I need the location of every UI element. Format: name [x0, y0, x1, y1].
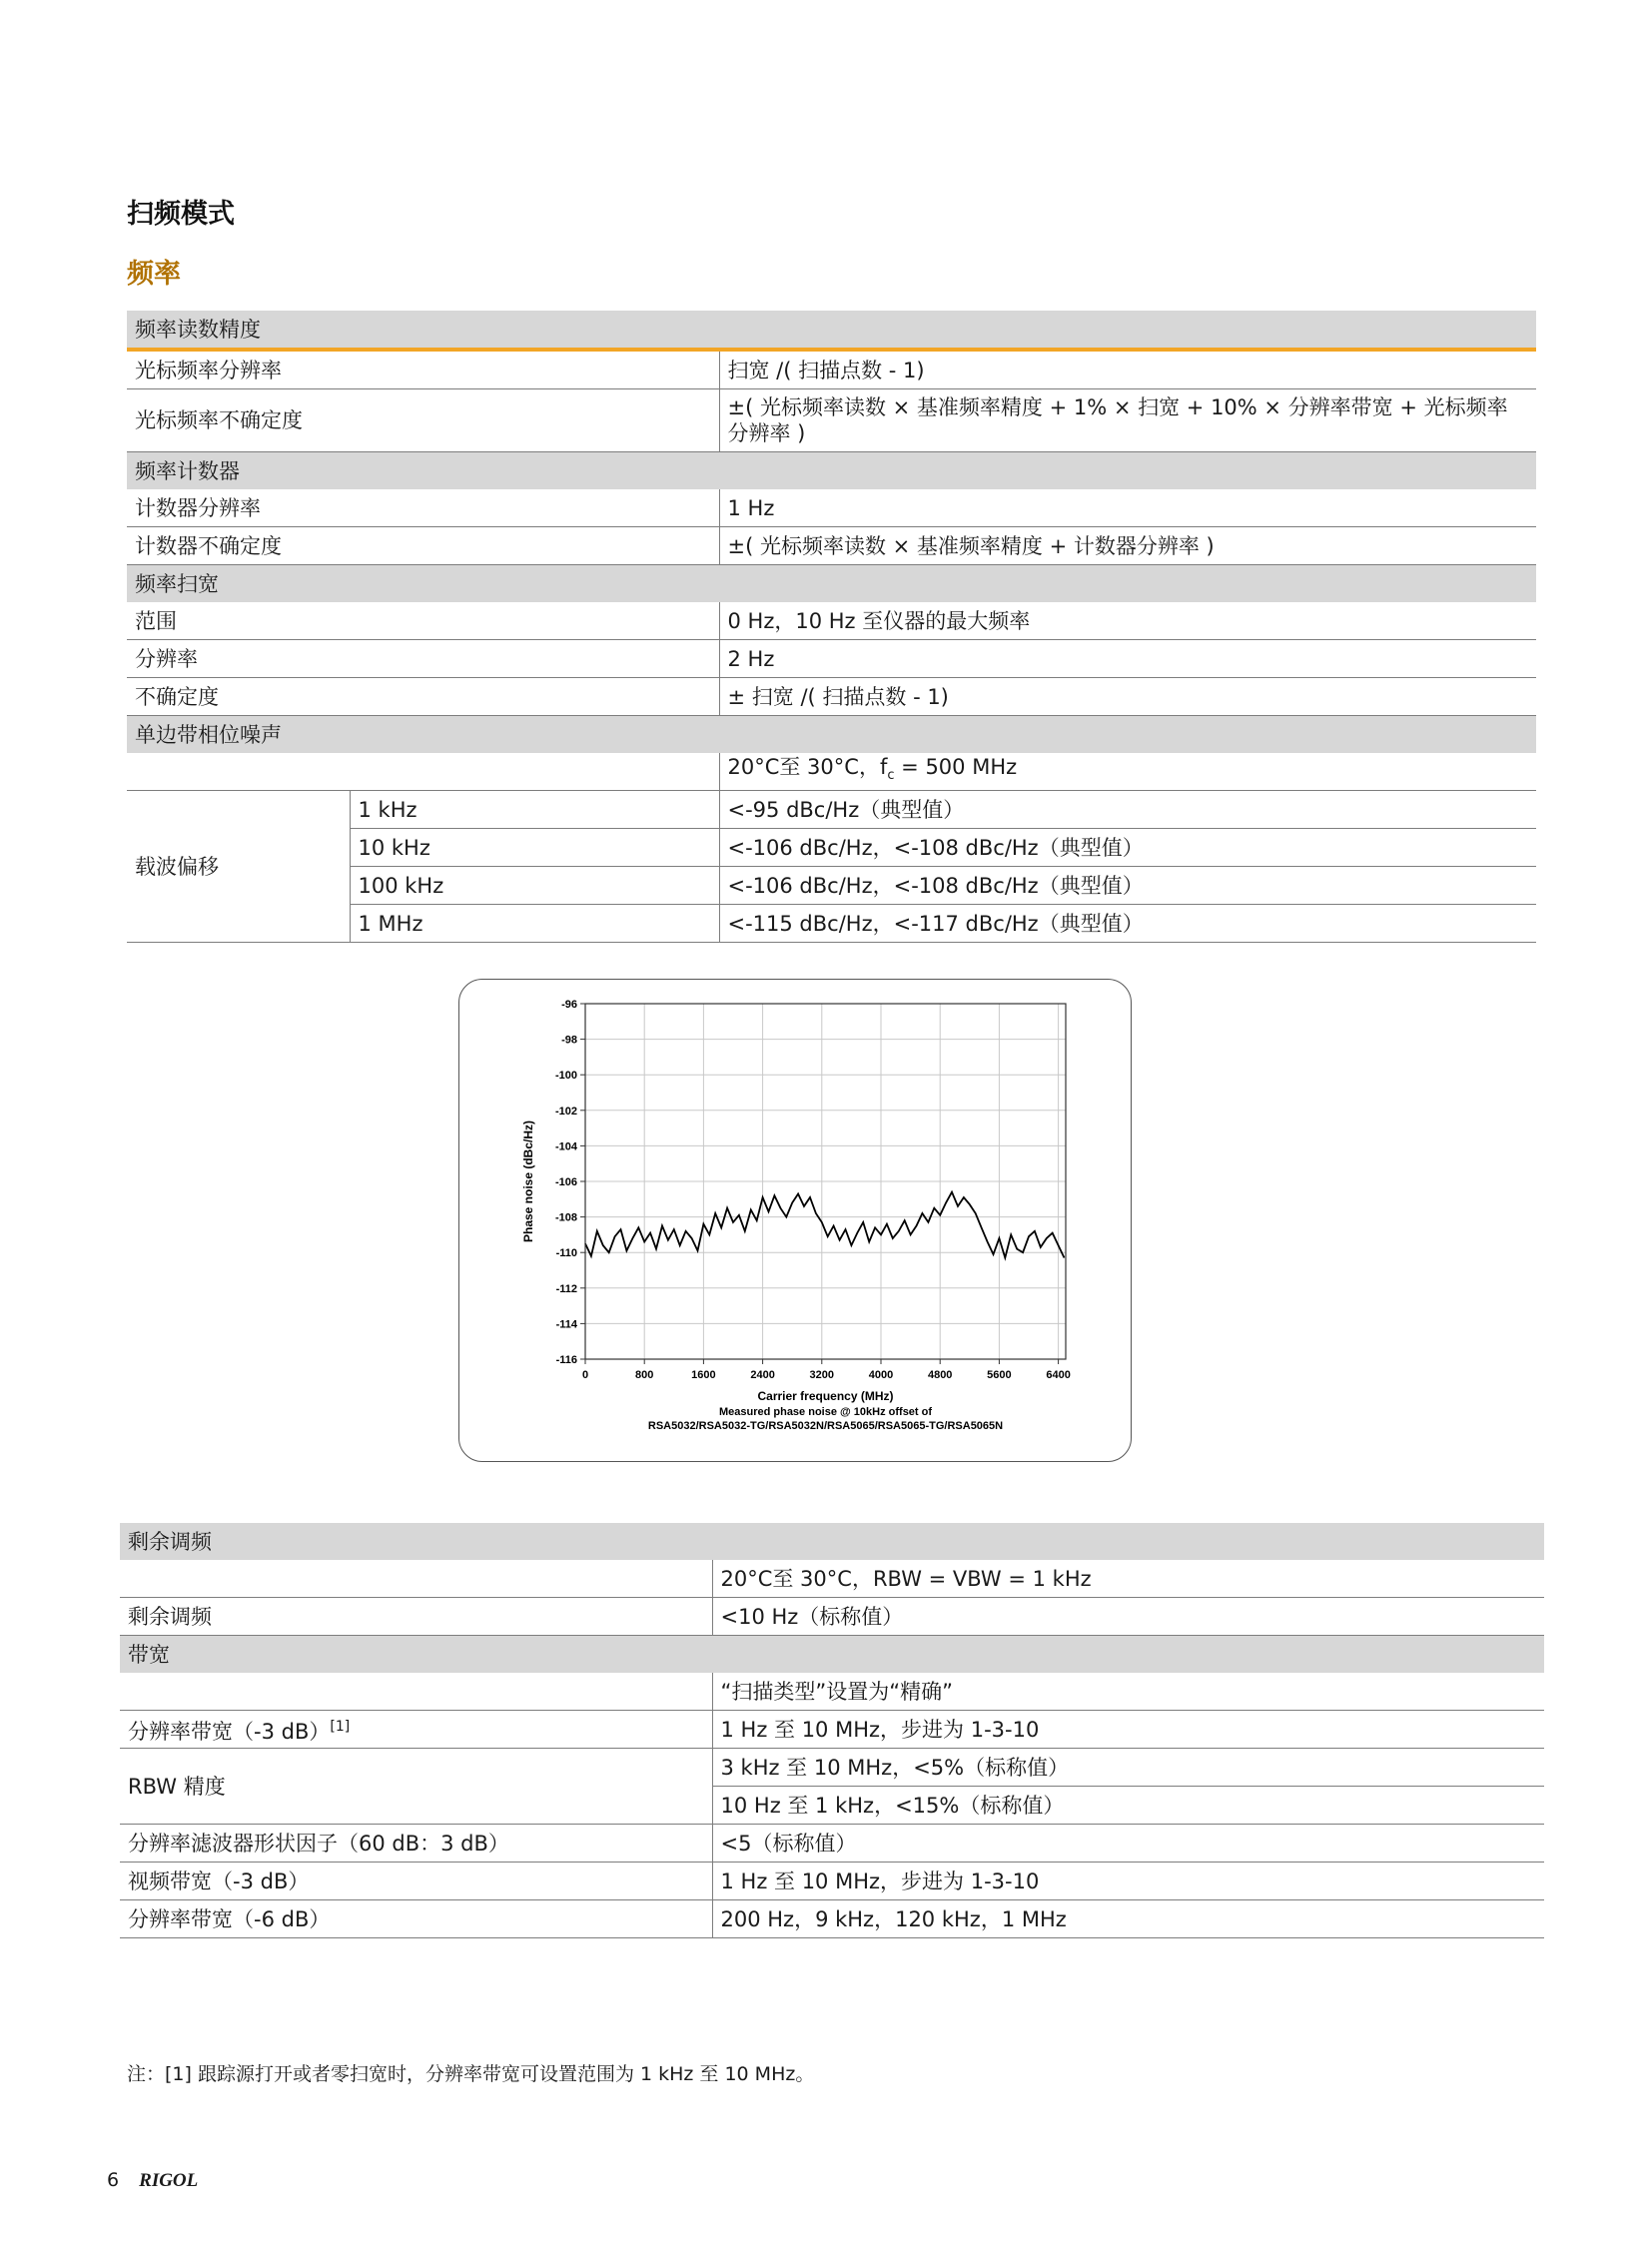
- section-label: 剩余调频: [120, 1523, 1544, 1560]
- table-row: [120, 1825, 1544, 1863]
- table-section-row: [120, 1523, 1544, 1560]
- table-row: [120, 1863, 1544, 1900]
- row-label: 范围: [127, 602, 719, 640]
- section-label: 单边带相位噪声: [127, 716, 1536, 754]
- y-tick-label: -100: [554, 1070, 577, 1083]
- carrier-offset-label: 载波偏移: [127, 791, 350, 943]
- rbw-3db-label: 分辨率带宽（-3 dB）: [128, 1720, 331, 1744]
- table-row: [120, 1711, 1544, 1749]
- x-axis-label: Carrier frequency (MHz): [757, 1389, 894, 1403]
- offset-value: <-106 dBc/Hz，<-108 dBc/Hz（典型值）: [719, 867, 1536, 905]
- offset-cell: 1 kHz: [350, 791, 719, 829]
- page-number: 6: [107, 2169, 120, 2191]
- row-label: 视频带宽（-3 dB）: [120, 1863, 712, 1900]
- offset-value: <-115 dBc/Hz，<-117 dBc/Hz（典型值）: [719, 905, 1536, 943]
- x-tick-label: 6400: [1046, 1369, 1071, 1381]
- residual-fm-bandwidth-table: [120, 1523, 1544, 1938]
- table-section-row: [127, 311, 1536, 350]
- section-label: 频率计数器: [127, 452, 1536, 490]
- row-value: 3 kHz 至 10 MHz，<5%（标称值）: [712, 1749, 1544, 1787]
- y-tick-label: -104: [554, 1140, 577, 1153]
- section-label: 频率读数精度: [127, 311, 1536, 350]
- row-value: 1 Hz 至 10 MHz，步进为 1-3-10: [712, 1711, 1544, 1749]
- condition-subscript: c: [887, 768, 895, 784]
- row-label: 光标频率分辨率: [127, 350, 719, 389]
- y-tick-label: -116: [555, 1354, 577, 1366]
- section-label: 频率扫宽: [127, 565, 1536, 603]
- row-value: <5（标称值）: [712, 1825, 1544, 1863]
- chart-grid: [585, 1004, 1066, 1359]
- row-value: <10 Hz（标称值）: [712, 1598, 1544, 1636]
- x-tick-label: 3200: [809, 1369, 835, 1381]
- y-axis-label: Phase noise (dBc/Hz): [521, 1120, 535, 1243]
- table-row: [127, 350, 1536, 389]
- table-row: [127, 489, 1536, 527]
- row-label: [127, 753, 719, 791]
- row-label: 分辨率带宽（-6 dB）: [120, 1900, 712, 1938]
- table-row: [120, 1598, 1544, 1636]
- y-tick-label: -108: [554, 1211, 577, 1224]
- x-tick-label: 1600: [691, 1369, 716, 1381]
- table-section-row: [120, 1636, 1544, 1674]
- row-value: 10 Hz 至 1 kHz，<15%（标称值）: [712, 1787, 1544, 1825]
- y-tick-label: -96: [561, 999, 577, 1011]
- condition-suffix: = 500 MHz: [894, 754, 1018, 779]
- row-label: [120, 1711, 712, 1749]
- table-row: [120, 1900, 1544, 1938]
- table-row: [127, 527, 1536, 565]
- y-tick-label: -110: [555, 1247, 577, 1260]
- row-label: 不确定度: [127, 678, 719, 716]
- row-value: 200 Hz，9 kHz，120 kHz，1 MHz: [712, 1900, 1544, 1938]
- chart-caption-line-1: Measured phase noise @ 10kHz offset of: [718, 1406, 933, 1418]
- x-tick-label: 2400: [750, 1369, 775, 1381]
- table-row: [120, 1673, 1544, 1711]
- frequency-spec-table: [127, 311, 1536, 943]
- offset-value: <-95 dBc/Hz（典型值）: [719, 791, 1536, 829]
- y-tick-label: -98: [561, 1034, 577, 1047]
- offset-cell: 1 MHz: [350, 905, 719, 943]
- row-value: 1 Hz: [719, 489, 1536, 527]
- phase-noise-chart: [459, 980, 1131, 1461]
- x-tick-label: 5600: [987, 1369, 1012, 1381]
- offset-cell: 10 kHz: [350, 829, 719, 867]
- row-value: 2 Hz: [719, 640, 1536, 678]
- row-label: RBW 精度: [120, 1749, 712, 1825]
- offset-cell: 100 kHz: [350, 867, 719, 905]
- row-label: 剩余调频: [120, 1598, 712, 1636]
- condition-value: 20°C至 30°C，RBW = VBW = 1 kHz: [712, 1560, 1544, 1598]
- row-value: ± 扫宽 /( 扫描点数 - 1): [719, 678, 1536, 716]
- x-tick-label: 800: [635, 1369, 654, 1381]
- table-row: [127, 389, 1536, 452]
- table-row: [127, 791, 1536, 829]
- condition-value: “扫描类型”设置为“精确”: [712, 1673, 1544, 1711]
- chart-caption-line-2: RSA5032/RSA5032-TG/RSA5032N/RSA5065/RSA5065-TG/RSA5065N: [647, 1420, 1004, 1432]
- footnote: 注：[1] 跟踪源打开或者零扫宽时，分辨率带宽可设置范围为 1 kHz 至 10 MHz。: [127, 2063, 815, 2085]
- brand-logo: RIGOL: [139, 2170, 199, 2191]
- table-row: [127, 753, 1536, 791]
- subsection-heading: 频率: [127, 259, 181, 290]
- section-label: 带宽: [120, 1636, 1544, 1674]
- table-section-row: [127, 565, 1536, 603]
- table-section-row: [127, 452, 1536, 490]
- y-tick-label: -106: [554, 1176, 577, 1188]
- row-value: ±( 光标频率读数 × 基准频率精度 + 1% × 扫宽 + 10% × 分辨率带宽 + 光标频率分辨率 ): [719, 389, 1536, 452]
- offset-value: <-106 dBc/Hz，<-108 dBc/Hz（典型值）: [719, 829, 1536, 867]
- row-label: [120, 1673, 712, 1711]
- row-label: [120, 1560, 712, 1598]
- x-tick-label: 0: [581, 1369, 589, 1381]
- section-heading: 扫频模式: [127, 199, 235, 230]
- x-tick-label: 4000: [868, 1369, 894, 1381]
- row-label: 分辨率滤波器形状因子（60 dB：3 dB）: [120, 1825, 712, 1863]
- row-label: 计数器分辨率: [127, 489, 719, 527]
- footnote-ref: [1]: [330, 1719, 351, 1735]
- row-value: ±( 光标频率读数 × 基准频率精度 + 计数器分辨率 ): [719, 527, 1536, 565]
- y-tick-label: -102: [554, 1105, 577, 1118]
- y-tick-label: -114: [555, 1318, 577, 1331]
- table-row: [120, 1749, 1544, 1787]
- row-value: 0 Hz，10 Hz 至仪器的最大频率: [719, 602, 1536, 640]
- phase-noise-series-line: [585, 1192, 1065, 1258]
- condition-prefix: 20°C至 30°C，f: [727, 754, 888, 779]
- condition-value: [719, 753, 1536, 791]
- x-tick-label: 4800: [927, 1369, 953, 1381]
- row-label: 光标频率不确定度: [127, 389, 719, 452]
- y-tick-label: -112: [555, 1282, 577, 1295]
- table-row: [127, 640, 1536, 678]
- table-row: [120, 1560, 1544, 1598]
- row-value: 1 Hz 至 10 MHz，步进为 1-3-10: [712, 1863, 1544, 1900]
- page-footer: [107, 2169, 198, 2192]
- row-label: 分辨率: [127, 640, 719, 678]
- phase-noise-chart-frame: [458, 979, 1132, 1462]
- table-row: [127, 678, 1536, 716]
- row-label: 计数器不确定度: [127, 527, 719, 565]
- table-row: [127, 602, 1536, 640]
- table-section-row: [127, 716, 1536, 754]
- row-value: 扫宽 /( 扫描点数 - 1): [719, 350, 1536, 389]
